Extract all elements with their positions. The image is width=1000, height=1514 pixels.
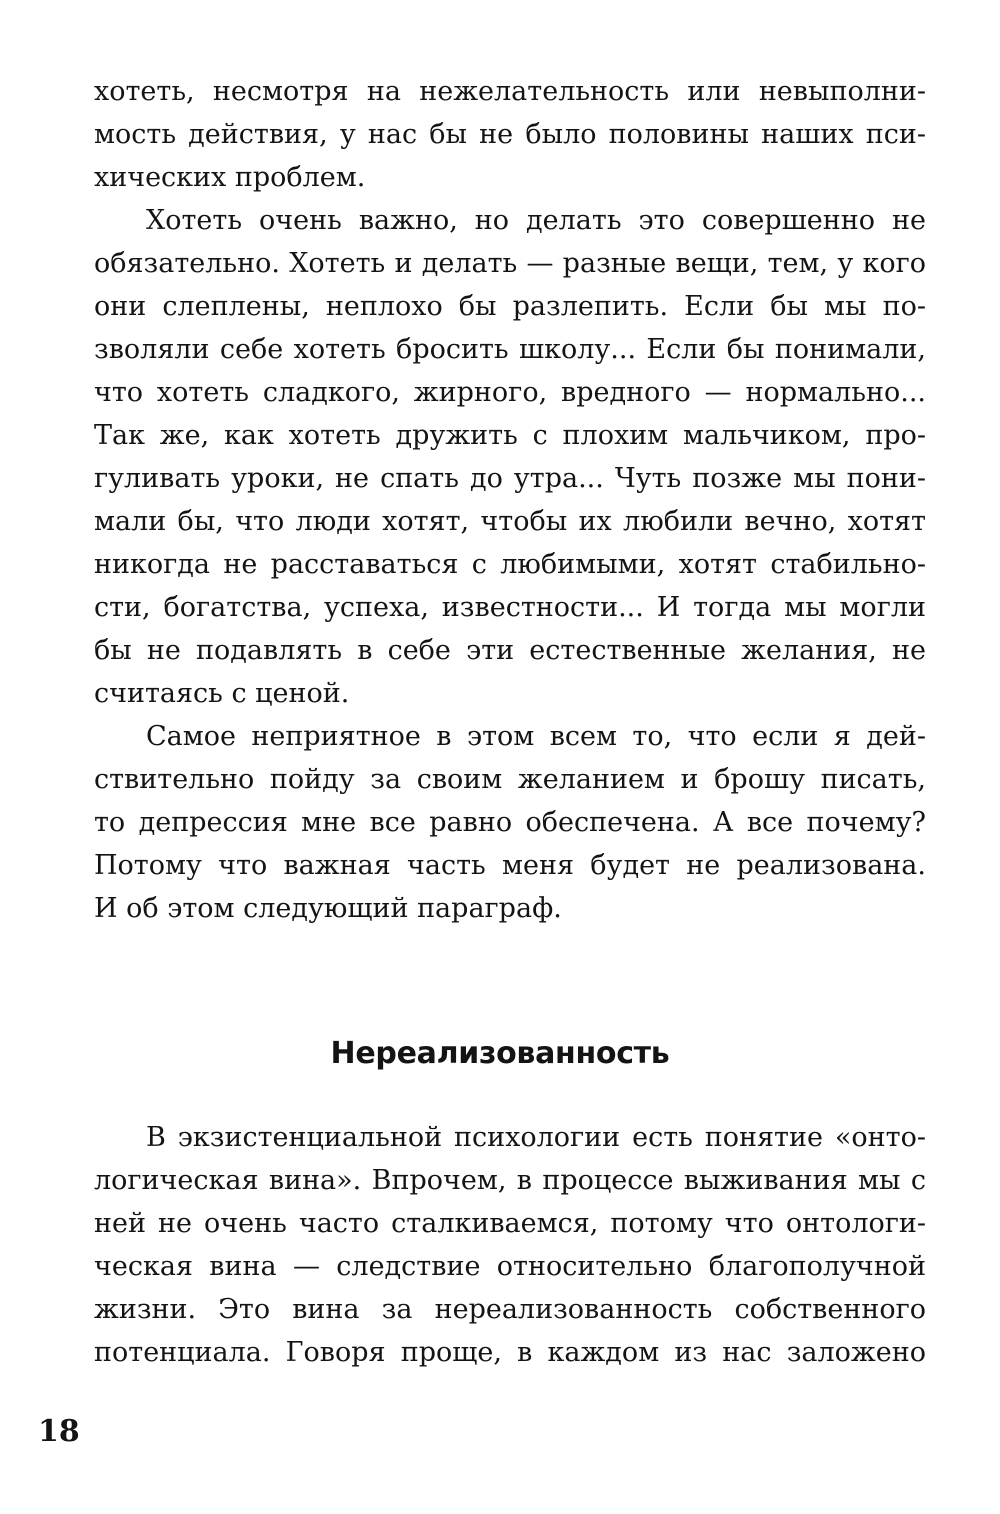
text-line: ствительно пойду за своим желанием и брошу писать, xyxy=(94,764,926,795)
text-line: ней не очень часто сталкиваемся, потому что онтологи- xyxy=(94,1208,926,1239)
text-line: И об этом следующий параграф. xyxy=(94,893,562,924)
page-number: 18 xyxy=(38,1414,80,1449)
text-line: Самое неприятное в этом всем то, что если я дей- xyxy=(146,721,926,752)
text-line: что хотеть сладкого, жирного, вредного — нормально... xyxy=(94,377,926,408)
text-line: В экзистенциальной психологии есть понятие «онто- xyxy=(146,1122,926,1153)
text-line: хических проблем. xyxy=(94,162,366,193)
text-line: ческая вина — следствие относительно благополучной xyxy=(94,1251,926,1282)
text-line: они слеплены, неплохо бы разлепить. Если бы мы по- xyxy=(94,291,926,322)
text-line: считаясь с ценой. xyxy=(94,678,350,709)
text-line: бы не подавлять в себе эти естественные желания, не xyxy=(94,635,926,666)
text-line: мость действия, у нас бы не было половины наших пси- xyxy=(94,119,926,150)
text-line: никогда не расставаться с любимыми, хотят стабильно- xyxy=(94,549,926,580)
text-line: Потому что важная часть меня будет не реализована. xyxy=(94,850,926,881)
text-line: сти, богатства, успеха, известности... И тогда мы могли xyxy=(94,592,926,623)
text-line: логическая вина». Впрочем, в процессе выживания мы с xyxy=(94,1165,926,1196)
text-line: жизни. Это вина за нереализованность собственного xyxy=(94,1294,926,1325)
text-line: хотеть, несмотря на нежелательность или невыполни- xyxy=(94,76,926,107)
section-heading: Нереализованность xyxy=(330,1036,670,1071)
text-line: зволяли себе хотеть бросить школу... Если бы понимали, xyxy=(94,334,926,365)
text-line: обязательно. Хотеть и делать — разные вещи, тем, у кого xyxy=(94,248,926,279)
text-line: Хотеть очень важно, но делать это совершенно не xyxy=(146,205,926,236)
text-line: потенциала. Говоря проще, в каждом из нас заложено xyxy=(94,1337,926,1368)
text-line: гуливать уроки, не спать до утра... Чуть позже мы пони- xyxy=(94,463,926,494)
text-line: мали бы, что люди хотят, чтобы их любили вечно, хотят xyxy=(94,506,926,537)
text-line: Так же, как хотеть дружить с плохим мальчиком, про- xyxy=(94,420,926,451)
text-line: то депрессия мне все равно обеспечена. А все почему? xyxy=(94,807,926,838)
